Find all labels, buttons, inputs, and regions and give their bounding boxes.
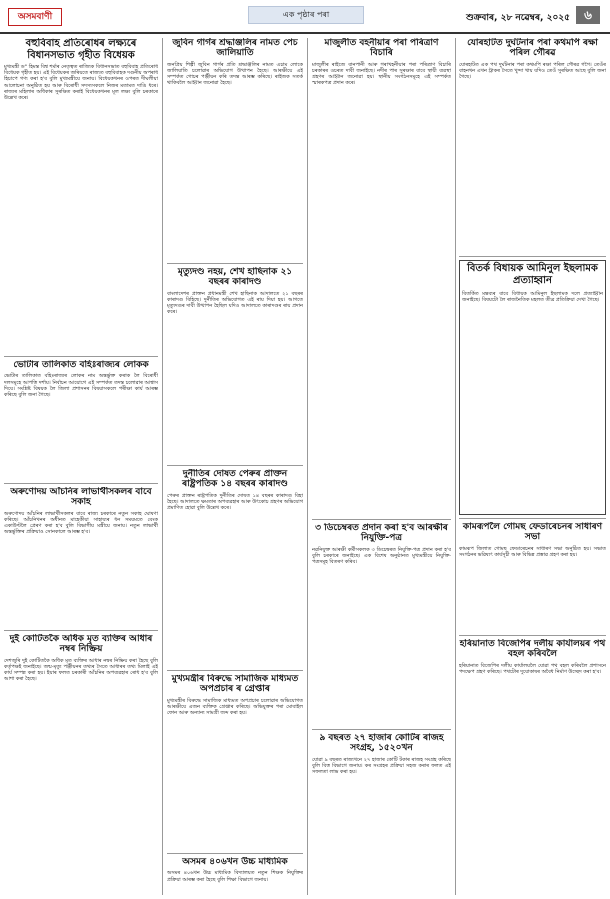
article-body: বিতৰ্কিত মন্তব্যৰ বাবে বিধায়ক আমিনুল ইছলামক দলে প্ৰত্যাহ্বান জনাইছে। বিষয়টো লৈ ৰাজনৈতিক মহলত তীব্ৰ প্ৰতিক্ৰিয়া দেখা গৈছে।	[462, 291, 603, 304]
article-revenue-collection	[312, 733, 451, 895]
masthead	[0, 0, 610, 34]
article-body: ভোটাৰ তালিকাত বহিঃৰাজ্যৰ লোকৰ নাম অন্তৰ্ভুক্ত কৰাক লৈ বিৰোধী দলসমূহে আপত্তি দৰ্শায়। নিৰ্বাচন আয়োগে এই সম্পৰ্কত তদন্ত চলোৱাৰ আশ্বাস দিয়ে। সংশ্লিষ্ট বিষয়ক লৈ জিলা প্ৰশাসনৰ বিষয়াসকলে পৰীক্ষা কাৰ্য আৰম্ভ কৰিছে বুলি জনা গৈছে।	[4, 373, 158, 398]
article-divider	[167, 853, 303, 854]
column-divider	[162, 38, 163, 895]
article-body: জনপ্ৰিয় শিল্পী জুবিন গাৰ্গৰ প্ৰতি শ্ৰদ্ধাঞ্জলিৰ নামত এচাম লোকে জালিয়াতি চলোৱাৰ অভিযোগ উত্থাপন হৈছে। আৰক্ষীয়ে এই সম্পৰ্কত গোচৰ পঞ্জীয়ন কৰি তদন্ত আৰম্ভ কৰিছে। ৰাইজক সতৰ্ক থাকিবলৈ আহ্বান জনোৱা হৈছে।	[167, 61, 303, 87]
article-police-appointment	[312, 523, 451, 726]
article-headline: ভোটাৰ তালিকাত বহিঃৰাজ্যৰ লোকক	[13, 360, 149, 370]
article-body: যোৰহাটত এক পথ দুৰ্ঘটনাৰ পৰা কথমপি ৰক্ষা পৰিল গৌৰৱ গগৈ। তেওঁৰ বাহনখন এখন ট্ৰাকৰ সৈতে খুন্দা খায় যদিও তেওঁ সুৰক্ষিত আছে বুলি জনা গৈছে।	[459, 61, 606, 81]
article-body: নৱনিযুক্ত আৰক্ষী কৰ্মীসকলক ৩ ডিচেম্বৰত নিযুক্তি-পত্ৰ প্ৰদান কৰা হ'ব বুলি চৰকাৰে জনাইছে। এক বিশেষ অনুষ্ঠানত মুখ্যমন্ত্ৰীয়ে নিযুক্তি-পত্ৰসমূহ বিতৰণ কৰিব।	[312, 546, 451, 566]
article-headline: হৰিয়ানাত বিজেপিৰ দলীয় কাৰ্যালয়ৰ পথ বহল কৰিবলৈ	[459, 639, 606, 660]
article-headline: অৰুণোদয় আঁচনিৰ লাভাৰ্থীসকলৰ বাবে সকাহ	[10, 487, 152, 508]
article-headline: জুবিন গাৰ্গৰ শ্ৰদ্ধাঞ্জলিৰ নামত পেচ জালিয়াতি	[172, 38, 298, 59]
article-divider	[4, 356, 158, 357]
article-divider	[459, 256, 606, 257]
article-peru-president	[167, 469, 303, 667]
article-headline: মাজুলীত বহনীয়াৰ পৰা পৰিত্ৰাণ বিচাৰি	[324, 38, 439, 59]
article-polygamy-bill	[4, 38, 158, 353]
article-divider	[167, 465, 303, 466]
article-divider	[4, 483, 158, 484]
article-aminul-islam	[459, 260, 606, 515]
article-majuli-erosion	[312, 38, 451, 516]
article-higher-secondary	[167, 857, 303, 895]
article-body: বাংলাদেশৰ প্ৰাক্তন প্ৰধানমন্ত্ৰী শেখ হাছিনাক আদালতে ২১ বছৰৰ কাৰাদণ্ড বিহিছে। দুৰ্নীতিৰ অভিযোগত এই ৰায় দিয়া হয়। আগতে মৃত্যুদণ্ডৰ দাবী উত্থাপন হৈছিল যদিও আদালতে কাৰাদণ্ডৰ ৰায় প্ৰদান কৰে।	[167, 290, 303, 316]
article-federation-meeting	[459, 522, 606, 632]
article-body: কামৰূপ জিলাত গোমছ ফেডাৰেচনৰ সাধাৰণ সভা অনুষ্ঠিত হয়। সভাত সংগঠনৰ ভৱিষ্যৎ কাৰ্যসূচী আৰু বিভিন্ন প্ৰস্তাৱ গ্ৰহণ কৰা হয়।	[459, 545, 606, 558]
article-headline: অসমৰ ৪০৬খন উচ্চ মাধ্যমিক	[182, 857, 288, 867]
article-headline: ৩ ডিচেম্বৰত প্ৰদান কৰা হ'ব আৰক্ষীৰ নিযুক্তি-পত্ৰ	[315, 523, 448, 544]
article-body: অৰুণোদয় আঁচনিৰ লাভাৰ্থীসকলৰ বাবে ৰাজ্য চৰকাৰে নতুন সকাহ ঘোষণা কৰিছে। আঁচনিখনৰ অধীনত মাহেকীয়া সাহায্যৰ ধন সময়মতে বেংক একাউণ্টলৈ প্ৰেৰণ কৰা হ'ব বুলি বিভাগীয় মন্ত্ৰীয়ে জনায়। নতুন লাভাৰ্থী অন্তৰ্ভুক্তিৰ প্ৰক্ৰিয়াও সোনকালে আৰম্ভ হ'ব।	[4, 510, 158, 536]
article-divider	[167, 670, 303, 671]
article-headline: মৃত্যুদণ্ড নহয়, শেখ হাছিনাক ২১ বছৰৰ কাৰাদণ্ড	[177, 267, 293, 288]
article-body: মুখ্যমন্ত্ৰী ড° হিমন্ত বিশ্ব শৰ্মাৰ নেতৃত্বত ৰাজ্যিক বিধানসভাত বহুবিবাহ প্ৰতিৰোধ বিধেয়ক গৃহীত হয়। এই বিধেয়কৰ জৰিয়তে ৰাজ্যত বহুবিবাহক দণ্ডনীয় অপৰাধ হিচাপে গণ্য কৰা হ'ব বুলি মুখ্যমন্ত্ৰীয়ে জনায়। বিধেয়কখনৰ ওপৰত দীঘলীয়া আলোচনা অনুষ্ঠিত হয় আৰু বিৰোধী সদস্যসকলে নিজৰ মতামত দাঙি ধৰে। ৰাজ্যৰ মহিলাৰ অধিকাৰ সুৰক্ষিত কৰাই বিধেয়কখনৰ মূল লক্ষ্য বুলি চৰকাৰে উল্লেখ কৰে।	[4, 64, 158, 102]
article-hasina-sentence	[167, 267, 303, 462]
article-headline: মুখ্যমন্ত্ৰীৰ বিৰুদ্ধে সামাজিক মাধ্যমত অপপ্ৰচাৰ ৰ গ্ৰেপ্তাৰ	[171, 674, 299, 695]
article-divider	[312, 519, 451, 520]
article-zubeen-fraud	[167, 38, 303, 260]
article-body: মাজুলীৰ ৰাইজে বানপানী আৰু গৰাখহনীয়াৰ পৰা পৰিত্ৰাণ বিচাৰি চৰকাৰৰ ওচৰত দাবী জনাইছে। নদীৰ পাৰ সুৰক্ষাৰ বাবে স্থায়ী ব্যৱস্থা গ্ৰহণৰ আহ্বান জনোৱা হয়। স্থানীয় সংগঠনসমূহে এই সম্পৰ্কত স্মাৰকপত্ৰ প্ৰদান কৰে।	[312, 61, 451, 87]
article-headline: দুই কোটিতকৈ অধিক মৃত ব্যক্তিৰ আধাৰ নম্বৰ নিষ্ক্ৰিয়	[9, 634, 153, 655]
article-gaurav-accident	[459, 38, 606, 253]
article-body: দেশজুৰি দুই কোটিতকৈ অধিক মৃত ব্যক্তিৰ আধাৰ নম্বৰ নিষ্ক্ৰিয় কৰা হৈছে বুলি কৰ্তৃপক্ষই জনাইছে। জন্ম-মৃত্যু পঞ্জীয়নৰ তথ্যৰ সৈতে আধাৰৰ তথ্য মিলাই এই কাৰ্য সম্পন্ন কৰা হয়। ইয়াৰ ফলত চৰকাৰী আঁচনিৰ অপব্যৱহাৰ ৰোধ হ'ব বুলি আশা কৰা হৈছে।	[4, 657, 158, 683]
article-body: মুখ্যমন্ত্ৰীৰ বিৰুদ্ধে সামাজিক মাধ্যমত অপপ্ৰচাৰ চলোৱাৰ অভিযোগত আৰক্ষীয়ে এজন ব্যক্তিক গ্ৰেপ্তাৰ কৰিছে। অভিযুক্তৰ পৰা মোবাইল ফোন আৰু অন্যান্য সামগ্ৰী জব্দ কৰা হয়।	[167, 697, 303, 717]
article-divider	[4, 630, 158, 631]
article-headline: যোৰহাটত দুৰ্ঘটনাৰ পৰা কথমপি ৰক্ষা পৰিল গৌৰৱ	[467, 38, 598, 59]
article-body: যোৱা ৯ বছৰত ৰাজ্যখনে ২৭ হাজাৰ কোটি টকাৰ ৰাজহ সংগ্ৰহ কৰিছে বুলি বিত্ত বিভাগে জনায়। কৰ সংগ্ৰহৰ প্ৰক্ৰিয়া সহজ কৰাৰ ফলত এই সফলতা লাভ কৰা হয়।	[312, 756, 451, 776]
page-number: ৬	[576, 6, 600, 24]
article-body: হৰিয়ানাত বিজেপিৰ দলীয় কাৰ্যালয়লৈ যোৱা পথ বহল কৰিবলৈ প্ৰশাসনে পদক্ষেপ গ্ৰহণ কৰিছে। পথটোৰ দুয়োকাষৰ অবৈধ নিৰ্মাণ উচ্ছেদ কৰা হ'ব।	[459, 662, 606, 675]
article-bjp-office-road	[459, 639, 606, 895]
column-divider	[307, 38, 308, 895]
article-orunodoi	[4, 487, 158, 627]
article-divider	[312, 729, 451, 730]
article-divider	[459, 635, 606, 636]
article-voter-list	[4, 360, 158, 480]
article-divider	[459, 518, 606, 519]
article-divider	[167, 263, 303, 264]
article-headline: বহুবিবাহ প্ৰতিৰোধৰ লক্ষ্যৰে বিধানসভাত গৃহীত বিধেয়ক	[25, 38, 137, 61]
article-aadhaar	[4, 634, 158, 892]
newspaper-logo: অসমবাণী	[8, 8, 62, 26]
article-headline: বিতৰ্ক বিধায়ক আমিনুল ইছলামক প্ৰত্যাহ্বান	[467, 263, 598, 286]
article-cm-social-media	[167, 674, 303, 850]
column-divider	[455, 38, 456, 895]
continued-banner: এক পৃষ্ঠাৰ পৰা	[248, 6, 364, 24]
article-headline: দুৰ্নীতিৰ দোষত পেৰুৰ প্ৰাক্তন ৰাষ্ট্ৰপতিক ১৪ বছৰৰ কাৰাদণ্ড	[182, 469, 288, 490]
article-headline: কামৰূপলৈ গোমছ ফেডাৰেচনৰ সাধাৰণ সভা	[462, 522, 603, 543]
article-body: অসমৰ ৪০৬খন উচ্চ মাধ্যমিক বিদ্যালয়ত নতুন শিক্ষক নিযুক্তিৰ প্ৰক্ৰিয়া আৰম্ভ কৰা হৈছে বুলি শিক্ষা বিভাগে জনায়।	[167, 870, 303, 883]
article-body: পেৰুৰ প্ৰাক্তন ৰাষ্ট্ৰপতিক দুৰ্নীতিৰ দোষত ১৪ বছৰৰ কাৰাদণ্ড বিহা হৈছে। আদালতে ক্ষমতাৰ অপব্যৱহাৰ আৰু উৎকোচ গ্ৰহণৰ অভিযোগ প্ৰমাণিত হোৱা বুলি উল্লেখ কৰে।	[167, 492, 303, 512]
article-headline: ৯ বছৰত ২৭ হাজাৰ কোটিৰ ৰাজহ সংগ্ৰহ, ১৫২০খন	[319, 733, 444, 754]
issue-date: শুক্ৰবাৰ, ২৮ নৱেম্বৰ, ২০২৫	[466, 13, 570, 23]
